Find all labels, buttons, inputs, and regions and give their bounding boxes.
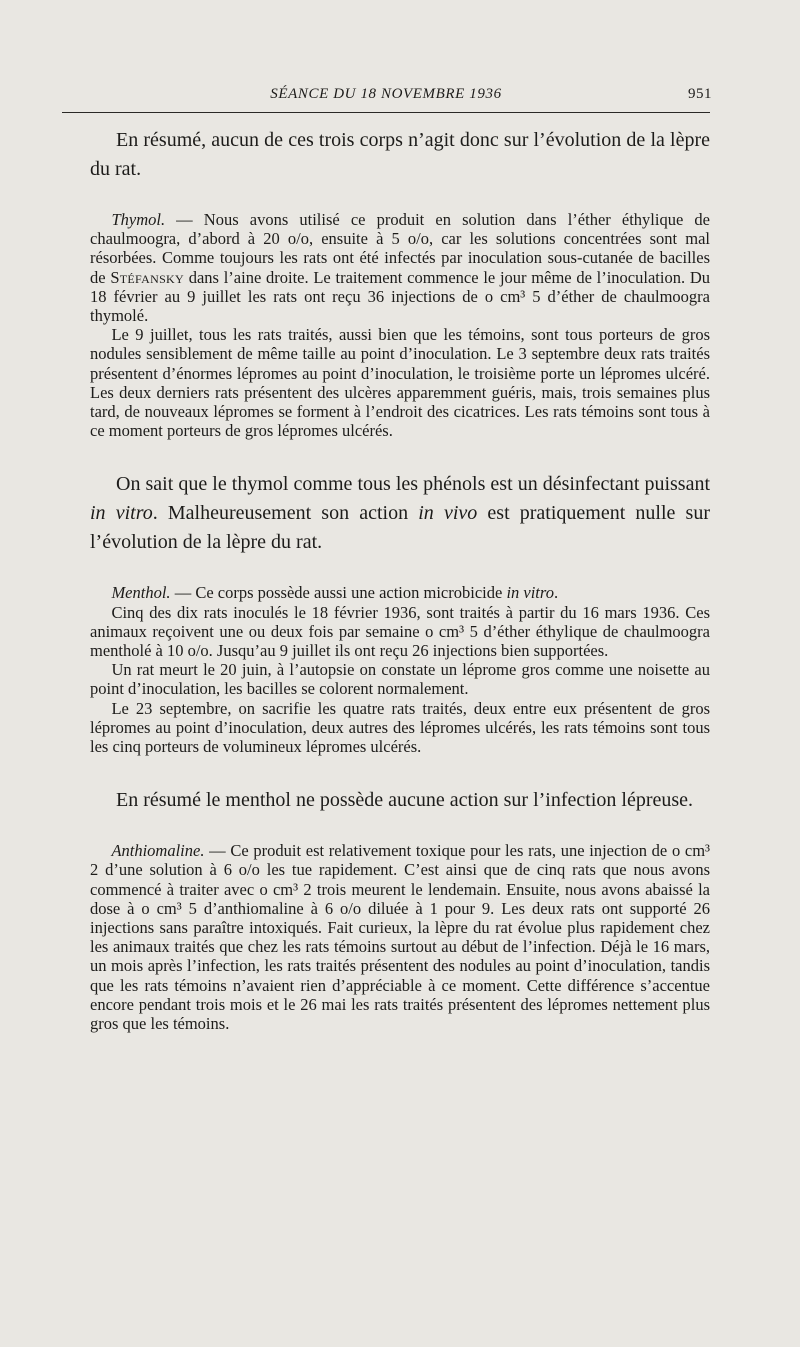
summary-2-italic-1: in vitro	[90, 502, 153, 525]
summary-paragraph-1: En résumé, aucun de ces trois corps n’agit donc sur l’évolution de la lèpre du rat.	[90, 129, 710, 180]
summary-paragraph-3: En résumé le menthol ne possède aucune action sur l’infection lépreuse.	[116, 789, 694, 812]
summary-2-italic-2: in vivo	[418, 502, 478, 525]
anthiomaline-title: Anthiomaline.	[111, 841, 205, 861]
page-number: 951	[688, 86, 712, 102]
thymol-p1-text-b: dans l’aine droite. Le traitement commence le jour même de l’inoculation. Du 18 février au 9 juillet les rats ont reçu 36 injections de o cm³ 5 d’éther de chaulmoogra thymolé.	[90, 267, 710, 326]
summary-paragraph-2	[90, 470, 710, 557]
menthol-p1-italic: in vitro	[506, 583, 554, 603]
menthol-p1-text-a: — Ce corps possède aussi une action microbicide	[170, 583, 507, 603]
thymol-paragraph-2: Le 9 juillet, tous les rats traités, aussi bien que les témoins, sont tous porteurs de gros nodules sensiblement de même taille au point d’inoculation. Le 3 septembre deux rats traités présentent d’énormes lépromes au point d’inoculation, le troisième porte un lépromes ulcéré. Les deux derniers rats présentent des ulcères apparemment guéris, mais, trois semaines plus tard, de nouveaux lépromes se forment à l’endroit des cicatrices. Les rats témoins sont tous à ce moment porteurs de gros lépromes ulcérés.	[90, 325, 710, 441]
menthol-paragraph-2: Cinq des dix rats inoculés le 18 février 1936, sont traités à partir du 16 mars 1936. Ces animaux reçoivent une ou deux fois par semaine o cm³ 5 d’éther éthylique de chaulmoogra mentholé à 10 o/o. Jusqu’au 9 juillet ils ont reçu 26 injections bien supportées.	[90, 602, 710, 661]
menthol-paragraph-3: Un rat meurt le 20 juin, à l’autopsie on constate un léprome gros comme une noisette au point d’inoculation, les bacilles se colorent normalement.	[90, 660, 710, 699]
menthol-paragraph-1	[90, 583, 710, 602]
anthiomaline-paragraph	[90, 841, 710, 1033]
thymol-paragraph-1	[90, 210, 710, 325]
menthol-title: Menthol.	[111, 583, 171, 603]
page-body	[90, 126, 710, 1033]
running-head: SÉANCE DU 18 NOVEMBRE 1936	[270, 86, 502, 102]
thymol-p1-text-a: — Nous avons utilisé ce produit en solution dans l’éther éthylique de chaulmoogra, d’abord à 20 o/o, ensuite à 5 o/o, car les solutions concentrées sont mal résorbées. Comme toujours les rats ont été infectés par inoculation sous-cutanée de bacilles de	[90, 210, 710, 287]
author-name: Stéfansky	[110, 267, 184, 287]
page-header	[62, 84, 710, 113]
menthol-paragraph-4: Le 23 septembre, on sacrifie les quatre rats traités, deux entre eux présentent de gros lépromes au point d’inoculation, deux autres des lépromes ulcérés, les rats témoins sont tous les cinq porteurs de volumineux lépromes ulcérés.	[90, 698, 710, 757]
summary-2-text-a: On sait que le thymol comme tous les phénols est un désinfectant puissant	[116, 473, 710, 496]
summary-2-text-c: est pratiquement nulle sur l’évolution de la lèpre du rat.	[90, 502, 711, 554]
anthiomaline-text: — Ce produit est relativement toxique pour les rats, une injection de o cm³ 2 d’une solution à 6 o/o les tue rapidement. C’est ainsi que de cinq rats que nous avons commencé à traiter avec o cm³ 2 trois meurent le lendemain. Ensuite, nous avons abaissé la dose à o cm³ 5 d’anthiomaline à 6 o/o diluée à 1 pour 9. Les deux rats ont supporté 26 injections sans paraître intoxiqués. Fait curieux, la lèpre du rat évolue plus rapidement chez les animaux traités que chez les rats témoins surtout au début de l’infection. Déjà le 16 mars, un mois après l’infection, les rats traités présentent des nodules au point d’inoculation, tandis que les rats témoins n’avaient rien d’appréciable à ce moment. Cette différence s’accentue encore pendant trois mois et le 26 mai les rats traités présentent des lépromes nettement plus gros que les témoins.	[90, 841, 710, 1034]
thymol-title: Thymol.	[111, 210, 166, 229]
menthol-p1-text-b: .	[553, 583, 559, 603]
summary-2-text-b: . Malheureusement son action	[152, 502, 419, 525]
